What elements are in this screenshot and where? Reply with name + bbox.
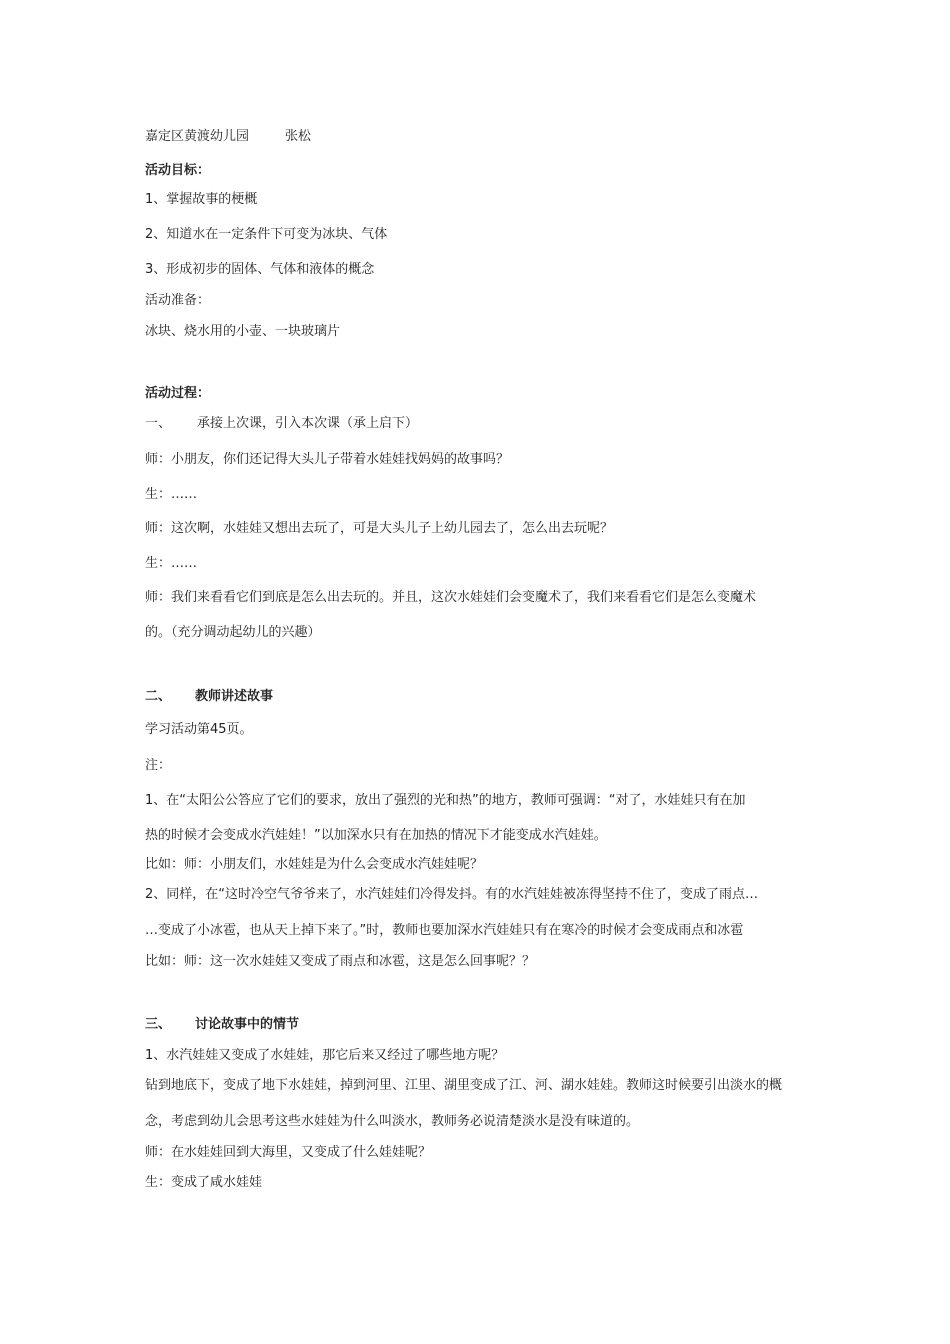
step2-title: 教师讲述故事 [195, 689, 274, 704]
body-line: 念，考虑到幼儿会思考这些水娃娃为什么叫淡水，教师务必说清楚淡水是没有味道的。 [145, 1114, 640, 1129]
dialogue-line: 师：这次啊，水娃娃又想出去玩了，可是大头儿子上幼儿园去了，怎么出去玩呢？ [145, 521, 614, 536]
process-heading: 活动过程： [145, 386, 211, 401]
step1-heading [145, 415, 418, 433]
goal-item: 1、掌握故事的梗概 [145, 192, 258, 207]
step1-title: 承接上次课，引入本次课（承上启下） [197, 416, 419, 431]
step2-number: 二、 [145, 689, 172, 704]
step3-heading [145, 1016, 299, 1034]
prep-text: 冰块、烧水用的小壶、一块玻璃片 [145, 324, 341, 339]
body-line: 生：变成了咸水娃娃 [145, 1175, 263, 1190]
header-line [145, 128, 311, 146]
body-line: 比如：师：小朋友们，水娃娃是为什么会变成水汽娃娃呢？ [145, 857, 484, 872]
step3-number: 三、 [145, 1017, 172, 1032]
author-name: 张松 [285, 129, 312, 144]
body-line: …变成了小冰雹，也从天上掉下来了。”时，教师也要加深水汽娃娃只有在寒冷的时候才会变成雨点和冰雹 [145, 923, 744, 938]
school-name: 嘉定区黄渡幼儿园 [145, 129, 250, 144]
step1-number: 一、 [145, 416, 172, 431]
dialogue-line: 师：我们来看看它们到底是怎么出去玩的。并且，这次水娃娃们会变魔术了，我们来看看它们是怎么变魔术 [145, 590, 757, 605]
dialogue-line: 生：…… [145, 556, 198, 571]
body-line: 热的时候才会变成水汽娃娃！”以加深水只有在加热的情况下才能变成水汽娃娃。 [145, 828, 607, 843]
goal-item: 3、形成初步的固体、气体和液体的概念 [145, 262, 375, 277]
body-line: 1、在“太阳公公答应了它们的要求，放出了强烈的光和热”的地方，教师可强调：“对了，水娃娃只有在加 [145, 793, 746, 808]
body-line: 师：在水娃娃回到大海里，又变成了什么娃娃呢？ [145, 1145, 432, 1160]
goal-item: 2、知道水在一定条件下可变为冰块、气体 [145, 227, 388, 242]
body-line: 比如：师：这一次水娃娃又变成了雨点和冰雹，这是怎么回事呢？？ [145, 954, 536, 969]
body-line: 2、同样，在“这时冷空气爷爷来了，水汽娃娃们冷得发抖。有的水汽娃娃被冻得坚持不住了，变成了雨点… [145, 887, 759, 902]
dialogue-line: 师：小朋友，你们还记得大头儿子带着水娃娃找妈妈的故事吗？ [145, 452, 510, 467]
body-line: 注： [145, 758, 172, 773]
dialogue-line: 的。（充分调动起幼儿的兴趣） [145, 625, 321, 640]
goals-heading: 活动目标： [145, 163, 211, 178]
body-line: 学习活动第45页。 [145, 722, 253, 737]
step3-title: 讨论故事中的情节 [195, 1017, 300, 1032]
step2-heading [145, 688, 273, 706]
dialogue-line: 生：…… [145, 487, 198, 502]
body-line: 钻到地底下，变成了地下水娃娃，掉到河里、江里、湖里变成了江、河、湖水娃娃。教师这时候要引出淡水的概 [145, 1078, 783, 1093]
body-line: 1、水汽娃娃又变成了水娃娃，那它后来又经过了哪些地方呢？ [145, 1048, 505, 1063]
prep-heading: 活动准备： [145, 293, 211, 308]
